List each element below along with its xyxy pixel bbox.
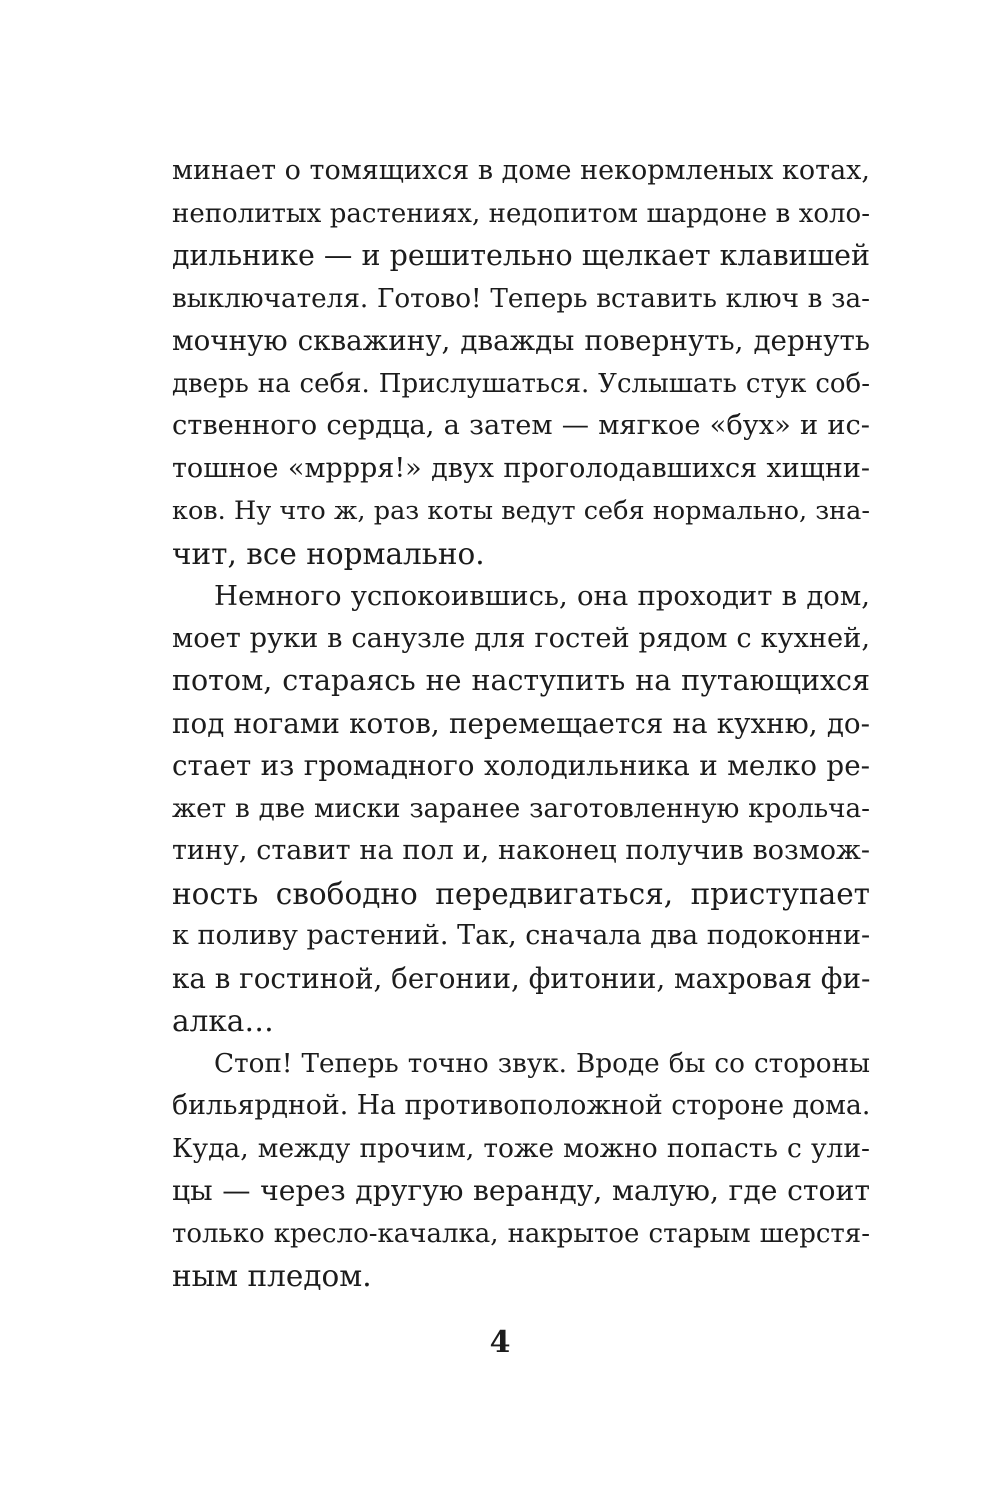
text-line: стает из громадного холодильника и мелко ре-: [172, 749, 870, 782]
page-number: 4: [489, 1325, 511, 1360]
paragraph-first-line: Немного успокоившись, она проходит в дом,: [214, 580, 870, 612]
text-line: цы — через другую веранду, малую, где стоит: [172, 1174, 870, 1207]
text-line: жет в две миски заранее заготовленную крольча-: [172, 793, 870, 824]
text-line: чит, все нормально.: [172, 536, 485, 571]
text-line: тину, ставит на пол и, наконец получив возмож-: [172, 835, 870, 866]
text-line: ным пледом.: [172, 1259, 372, 1293]
text-line: минает о томящихся в доме некормленых котах,: [172, 155, 870, 186]
text-line: тошное «мррря!» двух проголодавшихся хищни-: [172, 452, 870, 484]
text-line: ка в гостиной, бегонии, фитонии, махровая фи-: [172, 961, 870, 995]
text-line: потом, стараясь не наступить на путающихся: [172, 664, 870, 697]
text-line: только кресло-качалка, накрытое старым шерстя-: [172, 1218, 870, 1249]
text-line: ков. Ну что ж, раз коты ведут себя нормально, зна-: [172, 496, 870, 526]
text-line: выключателя. Готово! Теперь вставить ключ в за-: [172, 283, 870, 314]
text-line: алка…: [172, 1004, 274, 1038]
body-text: [172, 150, 870, 1298]
text-line: Куда, между прочим, тоже можно попасть с ули-: [172, 1132, 870, 1164]
text-line: к поливу растений. Так, сначала два подоконни-: [172, 920, 870, 951]
text-line: неполитых растениях, недопитом шардоне в холо-: [172, 198, 870, 229]
text-line: дверь на себя. Прислушаться. Услышать стук соб-: [172, 368, 870, 399]
text-line: дильнике — и решительно щелкает клавишей: [172, 239, 870, 272]
text-line: ность свободно передвигаться, приступает: [172, 876, 870, 911]
text-line: под ногами котов, перемещается на кухню, до-: [172, 706, 870, 740]
text-line: бильярдной. На противоположной стороне дома.: [172, 1090, 870, 1121]
paragraph-first-line: Стоп! Теперь точно звук. Вроде бы со стороны: [214, 1048, 870, 1079]
text-line: моет руки в санузле для гостей рядом с кухней,: [172, 622, 870, 654]
text-line: ственного сердца, а затем — мягкое «бух» и ис-: [172, 410, 870, 441]
text-line: мочную скважину, дважды повернуть, дернуть: [172, 324, 870, 357]
